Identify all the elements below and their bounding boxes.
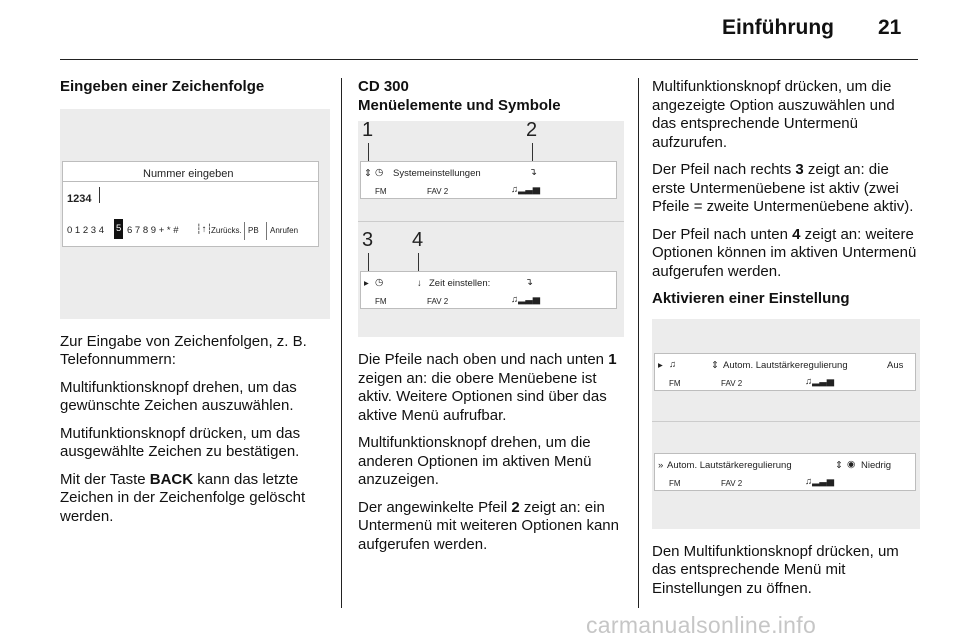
section-heading: Aktivieren einer Einstellung (652, 290, 850, 307)
pause-icon: ┆↑┆ (196, 223, 213, 235)
music-signal-icon: ♫▂▃▅ (511, 184, 541, 195)
right-arrow-icon: ▸ (364, 278, 369, 289)
submenu-arrow-icon: ↴ (525, 277, 533, 288)
menu-title: Systemeinstellungen (393, 168, 481, 179)
double-right-arrow-icon: » (658, 459, 664, 471)
source-label: FM (669, 378, 681, 388)
text-cursor (99, 187, 100, 203)
header-rule (60, 59, 918, 60)
left-column (60, 78, 330, 535)
setting-value: Aus (887, 359, 904, 371)
char-row-a[interactable]: 0 1 2 3 4 (67, 224, 104, 236)
clock-icon: ◷ (375, 167, 384, 178)
callout-3: 3 (362, 229, 374, 251)
station-label: FAV 2 (721, 478, 743, 488)
callout-1: 1 (362, 119, 374, 141)
submenu-arrow-icon: ↴ (529, 167, 537, 178)
activate-setting-figure (652, 319, 920, 529)
entered-number: 1234 (67, 192, 92, 205)
section-heading: Eingeben einer Zeichenfolge (60, 78, 265, 95)
setting-screen-off (654, 353, 916, 391)
paragraph: Mit der Taste BACK kann das letzte Zeichen in der Zeichenfolge gelöscht werden. (60, 470, 306, 525)
setting-title: Autom. Lautstärkeregulierung (723, 359, 848, 371)
paragraph: Der angewinkelte Pfeil 2 zeigt an: ein Untermenü mit weiteren Optionen kann aufgerufen werden. (358, 498, 619, 553)
number-entry-screen (62, 161, 319, 247)
source-label: FM (375, 187, 387, 196)
phonebook-softkey[interactable]: PB (244, 222, 259, 241)
section-subheading: Menüelemente und Symbole (358, 96, 561, 114)
number-entry-figure (60, 109, 330, 319)
paragraph: Zur Eingabe von Zeichenfolgen, z. B. Telefonnummern: (60, 332, 307, 368)
setting-value: Niedrig (861, 459, 892, 471)
music-note-icon: ♫ (669, 358, 677, 370)
station-label: FAV 2 (427, 187, 449, 196)
menu-screen-submenu (360, 271, 617, 309)
char-row-b[interactable]: 6 7 8 9 + * # (127, 224, 179, 236)
menu-screen-top-level (360, 161, 617, 199)
clock-icon: ◷ (375, 277, 384, 288)
paragraph: Mutifunktionsknopf drücken, um das ausgewählte Zeichen zu bestätigen. (60, 424, 301, 460)
section-heading: CD 300 (358, 78, 409, 95)
selected-char[interactable]: 5 (114, 219, 123, 240)
right-arrow-icon: ▸ (658, 359, 663, 371)
call-softkey[interactable]: Anrufen (266, 222, 298, 241)
paragraph: Multifunktionsknopf drehen, um das gewünschte Zeichen auszuwählen. (60, 378, 297, 414)
column-divider (341, 78, 342, 608)
back-key-label: BACK (149, 470, 194, 488)
screen-title: Nummer eingeben (143, 167, 234, 180)
back-softkey[interactable]: Zurücks. (211, 225, 242, 235)
right-column (652, 78, 920, 607)
paragraph: Der Pfeil nach unten 4 zeigt an: weitere Optionen können im aktiven Untermenü aufgerufen werden. (652, 225, 917, 280)
setting-screen-low (654, 453, 916, 491)
middle-column (358, 78, 624, 563)
music-signal-icon: ♫▂▃▅ (511, 294, 541, 305)
callout-2: 2 (526, 119, 538, 141)
paragraph: Den Multifunktionsknopf drücken, um das entsprechende Menü mit Einstellungen zu öffnen. (652, 542, 899, 597)
source-label: FM (375, 297, 387, 306)
setting-title: Autom. Lautstärkeregulierung (667, 459, 792, 471)
radio-selected-icon: ◉ (847, 458, 856, 470)
up-down-arrow-icon: ⇕ (364, 168, 372, 179)
paragraph: Der Pfeil nach rechts 3 zeigt an: die erste Untermenüebene ist aktiv (zwei Pfeile = zweite Untermenüebene aktiv). (652, 161, 914, 215)
station-label: FAV 2 (427, 297, 449, 306)
page-number: 21 (878, 16, 902, 39)
paragraph: Multifunktionsknopf drücken, um die angezeigte Option auszuwählen und das entsprechende Untermenü aufzurufen. (652, 78, 895, 151)
callout-4: 4 (412, 229, 424, 251)
chapter-title: Einführung (722, 16, 834, 39)
music-signal-icon: ♫▂▃▅ (805, 375, 835, 387)
up-down-arrow-icon: ⇕ (835, 459, 843, 471)
source-label: FM (669, 478, 681, 488)
menu-symbols-figure (358, 121, 624, 337)
watermark: carmanualsonline.info (586, 612, 817, 638)
station-label: FAV 2 (721, 378, 743, 388)
music-signal-icon: ♫▂▃▅ (805, 475, 835, 487)
paragraph: Die Pfeile nach oben und nach unten 1 zeigen an: die obere Menüebene ist aktiv. Weitere Optionen sind über das aktive Menü aufrufbar. (358, 351, 617, 424)
column-divider (638, 78, 639, 608)
menu-title: Zeit einstellen: (429, 278, 491, 289)
down-arrow-icon: ↓ (417, 278, 422, 289)
paragraph: Multifunktionsknopf drehen, um die anderen Optionen im aktiven Menü anzuzeigen. (358, 434, 592, 488)
up-down-arrow-icon: ⇕ (711, 359, 719, 371)
